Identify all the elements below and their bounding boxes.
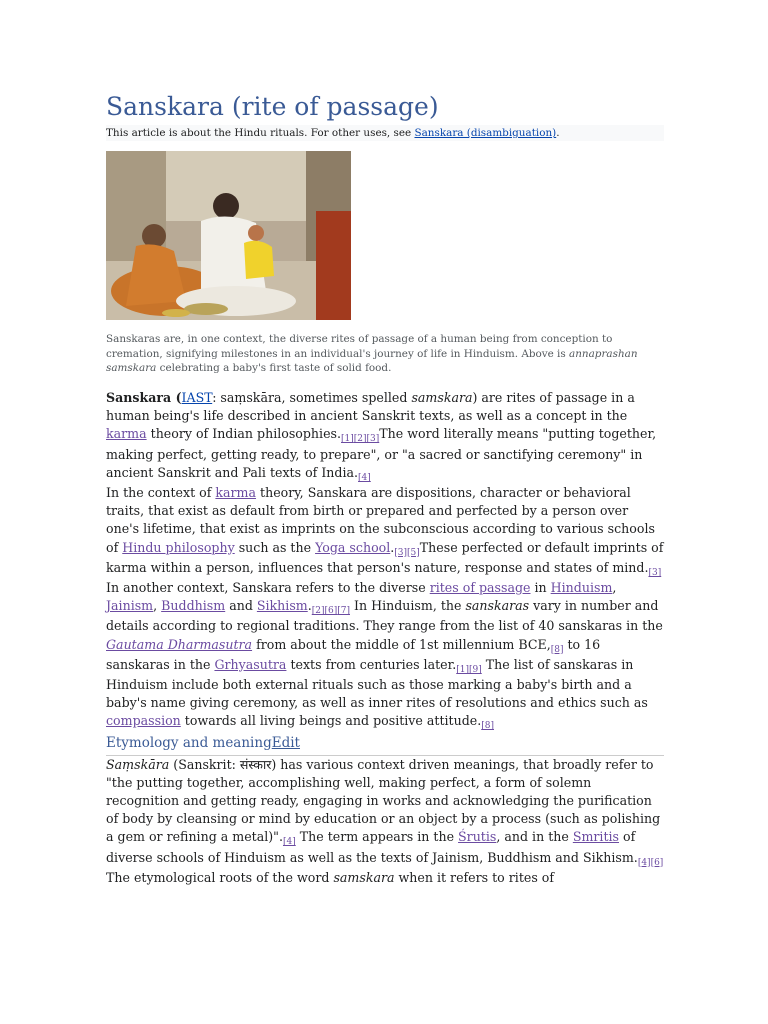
citation-link[interactable]: [1] xyxy=(341,434,354,445)
karma-link[interactable]: karma xyxy=(215,485,257,501)
page-title: Sanskara (rite of passage) xyxy=(106,92,439,121)
yoga-school-link[interactable]: Yoga school xyxy=(315,539,391,555)
citation-link[interactable]: [5] xyxy=(407,547,420,558)
sikhism-link[interactable]: Sikhism xyxy=(256,598,308,614)
hindu-philosophy-link[interactable]: Hindu philosophy xyxy=(122,539,235,555)
gautama-dharmasutra-link[interactable]: Gautama Dharmasutra xyxy=(106,636,253,652)
citation-link[interactable]: [6] xyxy=(650,857,664,868)
hatnote xyxy=(106,125,664,141)
citation-link[interactable]: [4] xyxy=(282,837,296,848)
photo-illustration xyxy=(106,151,351,320)
iast-link[interactable]: IAST xyxy=(181,390,213,405)
edit-section-link[interactable]: Edit xyxy=(271,734,300,751)
image-caption: Sanskaras are, in one context, the diverse rites of passage of a human being from conception to cremation, signifying milestones in an individual's journey of life in Hinduism. Above is annaprashan samskara celebrating a baby's first taste of solid food. xyxy=(106,333,638,375)
citation-link[interactable]: [6] xyxy=(324,606,338,617)
hinduism-link[interactable]: Hinduism xyxy=(550,580,613,596)
srutis-link[interactable]: Śrutis xyxy=(458,829,497,845)
citation-link[interactable]: [1] xyxy=(456,664,469,675)
jainism-link[interactable]: Jainism xyxy=(106,598,154,614)
article-body xyxy=(106,389,664,887)
lead-term: Sanskara xyxy=(106,390,172,405)
citation-link[interactable]: [8] xyxy=(550,644,564,655)
citation-link[interactable]: [4] xyxy=(358,472,371,483)
citation-link[interactable]: [8] xyxy=(481,721,494,732)
paragraph-rites: In another context, Sanskara refers to the diverse rites of passage in Hinduism, Jainism, Buddhism and Sikhism.[2][6][7] In Hinduism, the sanskaras vary in number and details according to regional traditions. They range from the list of 40 sanskaras in the Gautama Dharmasutra from about the middle of 1st millennium BCE,[8] to 16 sanskaras in the Grhyasutra texts from centuries later.[1][9] The list of sanskaras in Hinduism include both external rituals such as those marking a baby's birth and a baby's name giving ceremony, as well as inner rites of resolutions and ethics such as compassion towards all living beings and positive attitude.[8] xyxy=(106,580,663,732)
paragraph-karma: In the context of karma theory, Sanskara are dispositions, character or behavioral traits, that exist as default from birth or prepared and perfected by a person over one's lifetime, that exist as imprints on the subconscious according to various schools of Hindu philosophy such as the Yoga school.[3][5]These perfected or default imprints of karma within a person, influences that person's nature, response and states of mind.[3] xyxy=(106,485,664,578)
section-heading-etymology xyxy=(106,733,664,753)
citation-link[interactable]: [3] xyxy=(648,567,662,578)
buddhism-link[interactable]: Buddhism xyxy=(161,598,226,614)
citation-link[interactable]: [4] xyxy=(637,857,651,868)
citation-link[interactable]: [3] xyxy=(366,434,380,445)
section-heading-text: Etymology and meaning xyxy=(106,734,272,751)
hatnote-suffix: . xyxy=(556,127,560,139)
compassion-link[interactable]: compassion xyxy=(106,713,181,729)
citation-link[interactable]: [9] xyxy=(469,664,482,675)
paragraph-intro: Sanskara (IAST: saṃskāra, sometimes spelled samskara) are rites of passage in a human being's life described in ancient Sanskrit texts, as well as a concept in the karma theory of Indian philosophies.[1][2][3]The word literally means "putting together, making perfect, getting ready, to prepare", or "a sacred or sanctifying ceremony" in ancient Sanskrit and Pali texts of India.[4] xyxy=(106,390,657,483)
grhyasutra-link[interactable]: Grhyasutra xyxy=(214,656,287,672)
citation-link[interactable]: [3] xyxy=(394,547,408,558)
smritis-link[interactable]: Smritis xyxy=(572,829,619,845)
rites-of-passage-link[interactable]: rites of passage xyxy=(429,580,531,596)
citation-link[interactable]: [2] xyxy=(353,434,367,445)
disambiguation-link[interactable]: Sanskara (disambiguation) xyxy=(414,127,557,139)
caption-italic: annaprashan samskara xyxy=(106,347,638,375)
citation-link[interactable]: [2] xyxy=(311,606,325,617)
citation-link[interactable]: [7] xyxy=(337,606,350,617)
karma-link[interactable]: karma xyxy=(106,426,147,442)
hatnote-text: This article is about the Hindu rituals. For other uses, see xyxy=(106,127,415,139)
annaprashan-photo[interactable] xyxy=(106,151,351,320)
paragraph-etymology: Saṃskāra (Sanskrit: संस्कार) has various context driven meanings, that broadly refer to "the putting together, accomplishing well, making perfect, a form of solemn recognition and getting ready, engaging in works and acknowledging the purification of body by cleansing or mind by education or an object by a process (such as polishing a gem or refining a metal)".[4] The term appears in the Śrutis, and in the Smritis of diverse schools of Hinduism as well as the texts of Jainism, Buddhism and Sikhism.[4][6] The etymological roots of the word samskara when it refers to rites of xyxy=(106,756,664,885)
